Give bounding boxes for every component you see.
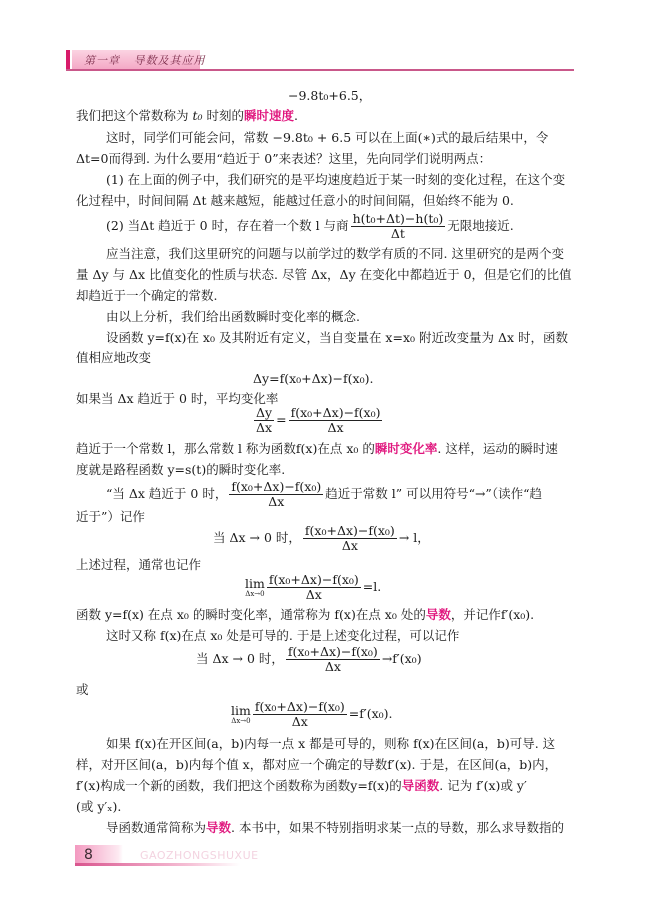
term-derivative-function: 导函数 [401,778,440,793]
chapter-number: 第一章 [84,54,120,67]
equation-arrow-derivative: 当 Δx → 0 时， $\frac{\text{f(x₀+Δx)−f(x₀)}}{\Delta x}$ →f′(x₀) [196,644,422,674]
paragraph-line: 化过程中，时间间隔 Δt 越来越短，能越过任意小的时间间隔，但始终不能为 0. [76,193,514,208]
paragraph-line: 上述过程，通常也记作 [76,557,202,572]
paragraph-point-2: (2) 当Δt 趋近于 0 时，存在着一个数 l 与商 $\frac{\text{h(t₀+Δt)−h(t₀)}}{\Delta t}$ 无限地接近. [106,211,514,241]
limit-operator: lim Δx→0 [245,575,265,598]
footer-brand: GAOZHONGSHUXUE [140,849,259,862]
paragraph-derivative-short: 导函数通常简称为导数. 本书中，如果不特别指明求某一点的导数，那么求导数指的 [106,820,564,835]
paragraph-line: (1) 在上面的例子中，我们研究的是平均速度趋近于某一时刻的变化过程，在这个变 [106,172,566,187]
fraction-h: $\frac{\text{h(t₀+Δt)−h(t₀)}}{\Delta t}$ [352,211,444,241]
paragraph-line: 度就是路程函数 y=s(t)的瞬时变化率. [76,462,286,477]
term-instant-rate: 瞬时变化率 [374,441,438,456]
paragraph-line: 如果 f(x)在开区间(a，b)内每一点 x 都是可导的，则称 f(x)在区间(a，b)可导. 这 [106,736,556,751]
footer-page-box [75,845,123,865]
paragraph-line: 样，对开区间(a，b)内每个值 x，都对应一个确定的导数f′(x). 于是，在区间(a，b)内， [76,757,558,772]
equation-arrow-l: 当 Δx → 0 时， $\frac{\text{f(x₀+Δx)−f(x₀)}}{\Delta x}$ → l， [213,523,430,553]
header-accent-bar [66,50,70,70]
paragraph-instant-rate: 趋近于一个常数 l，那么常数 l 称为函数f(x)在点 x₀ 的瞬时变化率. 这样，运动的瞬时速 [76,441,558,456]
paragraph-line: 如果当 Δx 趋近于 0 时，平均变化率 [76,391,279,406]
paragraph-line: 应当注意，我们这里研究的问题与以前学过的数学有质的不同. 这里研究的是两个变 [106,246,564,261]
paragraph-line: 由以上分析，我们给出函数瞬时变化率的概念. [106,309,360,324]
chapter-header [84,52,206,68]
paragraph-line: (或 y′ₓ). [76,799,122,814]
equation-limit-l: lim Δx→0 $\frac{\text{f(x₀+Δx)−f(x₀)}}{\Delta x}$ =l. [245,572,382,602]
paragraph-line: 量 Δy 与 Δx 比值变化的性质与状态. 尽管 Δx，Δy 在变化中都趋近于 0，但是它们的比值 [76,267,572,282]
paragraph-line: Δt=0而得到. 为什么要用“趋近于 0”来表述？这里，先向同学们说明两点： [76,151,492,166]
paragraph-derivative-function: f′(x)构成一个新的函数，我们把这个函数称为函数y=f(x)的导函数. 记为 f′(x)或 y′ [76,778,527,793]
paragraph-line: 却趋近于一个确定的常数. [76,288,218,303]
paragraph-arrow-notation: “当 Δx 趋近于 0 时， $\frac{\text{f(x₀+Δx)−f(x₀)}}{\Delta x}$ 趋近于常数 l” 可以用符号“→”（读作“趋 [106,479,542,509]
page-number: 8 [84,847,93,863]
term-derivative: 导数 [425,607,451,622]
paragraph-line: 值相应地改变 [76,350,152,365]
equation-average-rate: $\frac{\Delta y}{\Delta x}$ = $\frac{\text{f(x₀+Δx)−f(x₀)}}{\Delta x}$ [256,405,381,435]
term-instant-velocity: 瞬时速度 [244,108,295,123]
equation-limit-derivative: lim Δx→0 $\frac{\text{f(x₀+Δx)−f(x₀)}}{\Delta x}$ =f′(x₀). [231,699,393,729]
limit-operator: lim Δx→0 [231,702,251,725]
paragraph-line: 近于”）记作 [76,509,145,524]
equation-delta-y: Δy=f(x₀+Δx)−f(x₀). [253,371,374,386]
paragraph-line: 这时，同学们可能会问，常数 −9.8t₀ + 6.5 可以在上面(∗)式的最后结果中，令 [106,130,549,145]
equation-constant: −9.8t₀+6.5， [288,88,372,103]
header-rule [66,69,574,71]
paragraph-derivative: 函数 y=f(x) 在点 x₀ 的瞬时变化率，通常称为 f(x)在点 x₀ 处的导数，并记作f′(x₀). [76,607,535,622]
footer-rule [75,863,240,866]
term-derivative: 导数 [206,820,232,835]
chapter-title: 导数及其应用 [133,54,206,67]
paragraph-line: 或 [76,682,89,697]
paragraph-instant-velocity: 我们把这个常数称为 t₀ 时刻的瞬时速度. [76,108,299,123]
paragraph-line: 设函数 y=f(x)在 x₀ 及其附近有定义，当自变量在 x=x₀ 附近改变量为 Δx 时，函数 [106,330,569,345]
paragraph-line: 这时又称 f(x)在点 x₀ 处是可导的. 于是上述变化过程，可以记作 [106,628,460,643]
